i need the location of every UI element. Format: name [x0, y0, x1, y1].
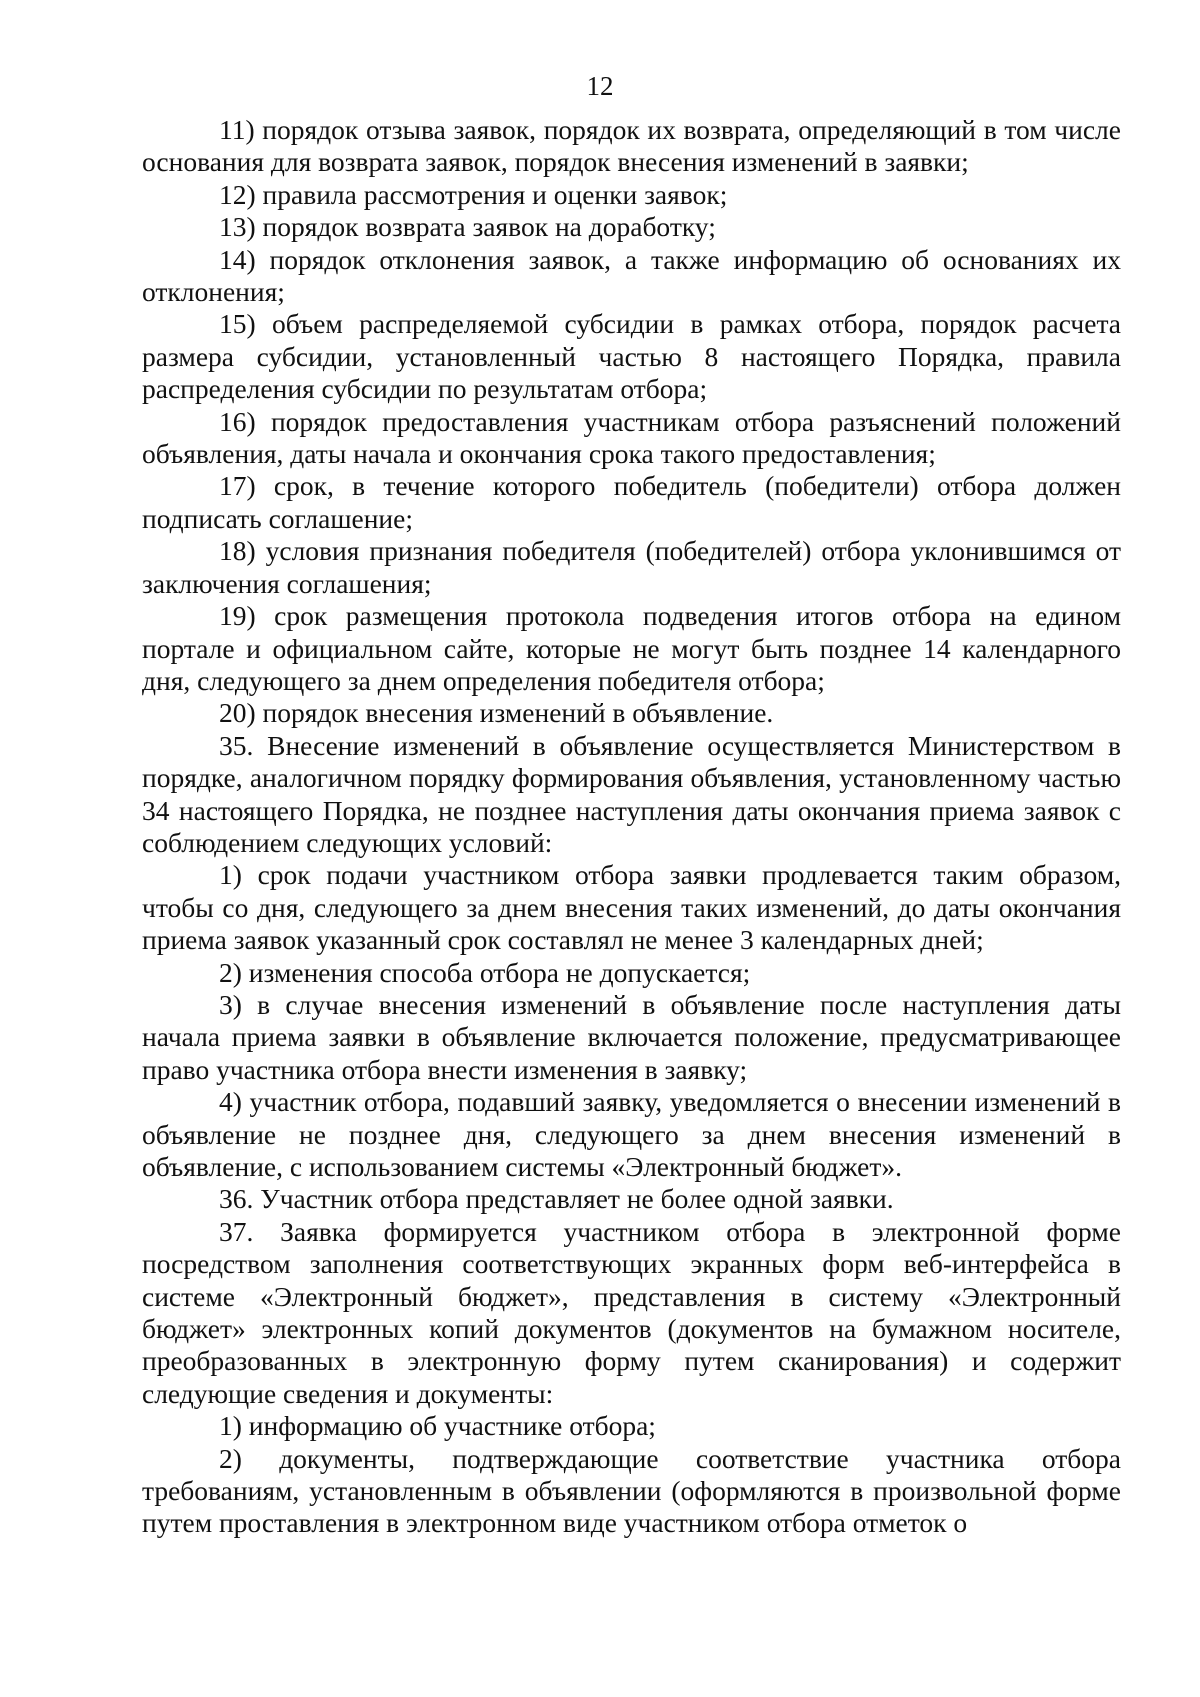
paragraph-item-13: 13) порядок возврата заявок на доработку;: [219, 211, 716, 243]
paragraph-part-36: 36. Участник отбора представляет не более одной заявки.: [219, 1183, 894, 1215]
paragraph-part-35-item-2: 2) изменения способа отбора не допускается;: [219, 956, 751, 988]
paragraph-part-35: 35. Внесение изменений в объявление осуществляется Министерством в порядке, аналогичном порядку формирования объявления, установленному частью 34 настоящего Порядка, не позднее наступления даты окончания приема заявок с соблюдением следующих условий:: [142, 729, 1121, 858]
paragraph-item-18: 18) условия признания победителя (победителей) отбора уклонившимся от заключения соглашения;: [142, 535, 1121, 599]
paragraph-item-16: 16) порядок предоставления участникам отбора разъяснений положений объявления, даты начала и окончания срока такого предоставления;: [142, 405, 1121, 470]
page-number: 12: [586, 71, 614, 101]
paragraph-part-35-item-4: 4) участник отбора, подавший заявку, уведомляется о внесении изменений в объявление не позднее дня, следующего за днем внесения изменений в объявление, с использованием системы «Электронный бюджет».: [142, 1086, 1121, 1182]
paragraph-item-15: 15) объем распределяемой субсидии в рамках отбора, порядок расчета размера субсидии, установленный частью 8 настоящего Порядка, правила распределения субсидии по результатам отбора;: [142, 308, 1121, 405]
paragraph-part-35-item-1: 1) срок подачи участником отбора заявки продлевается таким образом, чтобы со дня, следующего за днем внесения таких изменений, до даты окончания приема заявок указанный срок составлял не менее 3 календарных дней;: [142, 859, 1121, 956]
paragraph-item-17: 17) срок, в течение которого победитель (победители) отбора должен подписать соглашение;: [142, 470, 1121, 534]
paragraph-part-37: 37. Заявка формируется участником отбора в электронной форме посредством заполнения соответствующих экранных форм веб-интерфейса в системе «Электронный бюджет», представления в систему «Электронный бюджет» электронных копий документов (документов на бумажном носителе, преобразованных в электронную форму путем сканирования) и содержит следующие сведения и документы:: [142, 1215, 1121, 1409]
paragraph-item-12: 12) правила рассмотрения и оценки заявок;: [219, 178, 728, 210]
paragraph-item-19: 19) срок размещения протокола подведения итогов отбора на едином портале и официальном сайте, которые не могут быть позднее 14 календарного дня, следующего за днем определения победителя отбора;: [142, 600, 1121, 696]
paragraph-item-20: 20) порядок внесения изменений в объявление.: [219, 697, 774, 729]
paragraph-part-37-item-1: 1) информацию об участнике отбора;: [219, 1410, 656, 1442]
paragraph-item-14: 14) порядок отклонения заявок, а также информацию об основаниях их отклонения;: [142, 243, 1121, 308]
paragraph-part-37-item-2: 2) документы, подтверждающие соответствие участника отбора требованиям, установленным в объявлении (оформляются в произвольной форме путем проставления в электронном виде участником отбора отметок о: [142, 1442, 1121, 1539]
paragraph-item-11: 11) порядок отзыва заявок, порядок их возврата, определяющий в том числе основания для возврата заявок, порядок внесения изменений в заявки;: [142, 114, 1121, 178]
document-body: [142, 114, 1121, 1540]
paragraph-part-35-item-3: 3) в случае внесения изменений в объявление после наступления даты начала приема заявки в объявление включается положение, предусматривающее право участника отбора внести изменения в заявку;: [142, 988, 1121, 1085]
